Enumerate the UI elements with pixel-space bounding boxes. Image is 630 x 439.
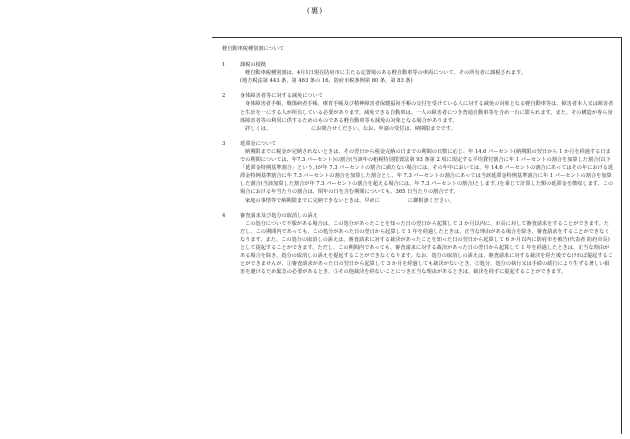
frame-right-border [621,37,622,434]
consult-tail: に御相談ください。 [407,197,455,204]
section-heading [222,92,614,100]
section-body [240,69,614,85]
section-title: 課税の根拠 [240,62,266,69]
frame-top-border [212,37,622,38]
inquiry-tail: にお問合せください。なお、申請の受付は、納期限までです。 [310,125,456,132]
section-heading [222,212,614,220]
section-title: 身体障害者等に対する減免について [240,93,323,100]
page-header: (裏) [306,6,324,15]
paragraph-consult [240,197,614,205]
section-number: 4 [222,212,226,219]
inquiry-lead: 詳しくは、 [245,125,271,132]
section-number: 3 [222,140,226,147]
document-title: 軽自動車税種別割について [222,46,285,52]
section-heading [222,61,614,69]
section-appeal [222,212,614,277]
section-title: 審査請求及び処分の取消しの訴え [240,212,318,219]
section-reduction [222,92,614,132]
section-tax-basis [222,61,614,85]
document-body [222,45,614,283]
paragraph: 納期限までに税金が完納されないときは、その翌日から税金完納の日までの期間の日数に応じ、年 14.6 パーセント(納期限の翌日から 1 か月を経過する日までの期間については、年7.3 パーセント)の割合(当該年の租税特別措置法第 93 条第 2 項に規定する平均貸付割合に年 1 パーセントの割合を加算した割合(以下「延滞金特例基準割合」という。)が年 7.3 パーセントの割合に満たない場合には、その年中においては、年 14.6 パーセントの割合にあってはその年における延滞金特例基準割合に年 7.3 パーセントの割合を加算した割合とし、年 7.3 パーセントの割合にあっては当該延滞金特例基準割合に年 1 パーセントの割合を加算した割合(当該加算した割合が年 7.3 パーセントの割合を超える場合には、年 7.3 パーセントの割合)とします。)を乗じて計算した額の延滞金を徴収します。この場合における年当たりの割合は、閏年の日を含む期間についても、365 日当たりの割合です。 [240,148,614,196]
section-heading [222,140,614,148]
paragraph: 軽自動車税種別割は、4月1日現在防府市に主たる定置場のある軽自動車等の車両について、その所有者に課税されます。 [245,70,526,77]
consult-lead: 家庭の事情等で納期限までに完納できないときは、早めに [245,197,380,204]
section-body [240,220,614,277]
paragraph: (地方税法第 443 条、第 463 条の 16、防府市税条例第 80 条、第 83 条) [240,78,413,85]
section-number: 2 [222,93,226,100]
paragraph-inquiry [240,125,614,133]
section-number: 1 [222,62,226,69]
section-title: 延滞金について [240,140,277,147]
section-body [240,100,614,132]
paragraph: この処分について不服がある場合は、この処分があったことを知った日の翌日から起算して 3 か月以内に、市長に対して審査請求をすることができます。ただし、この期間内であっても、この処分があった日の翌日から起算して 1 年を経過したときは、正当な理由がある場合を除き、審査請求をすることができなくなります。また、この処分の取消しの訴えは、審査請求に対する裁決があったことを知った日の翌日から起算して 6 か月以内に防府市を被告(代表者 防府市長)として提起することができます。ただし、この期間内であっても、審査請求に対する裁決があった日の翌日から起算して 1 年を経過したときは、正当な理由がある場合を除き、処分の取消しの訴えを提起することができなくなります。なお、処分の取消しの訴えは、審査請求に対する裁決を経た後でなければ提起することができませんが、①審査請求があった日の翌日から起算して 3 か月を経過しても裁決がないとき、②処分、処分の執行又は手続の続行により生ずる著しい損害を避けるため緊急の必要があるとき、③その他裁決を経ないことにつき正当な理由があるときは、裁決を経ずに提起することができます。 [240,220,613,276]
paragraph: 身体障害者手帳、戦傷病者手帳、療育手帳及び精神障害者保健福祉手帳の交付を受けている人に対する減免の対象となる軽自動車等は、障害者本人又は障害者と生計を一にする人が所有している必要があります。減免できる自動車は、一人の障害者につき普通自動車等を含め一台に限られます。また、その構造が専ら身体障害者等の利用に供するためのものである軽自動車等も減免の対象となる場合があります。 [240,101,614,124]
section-late-fee [222,140,614,205]
section-body [240,148,614,205]
